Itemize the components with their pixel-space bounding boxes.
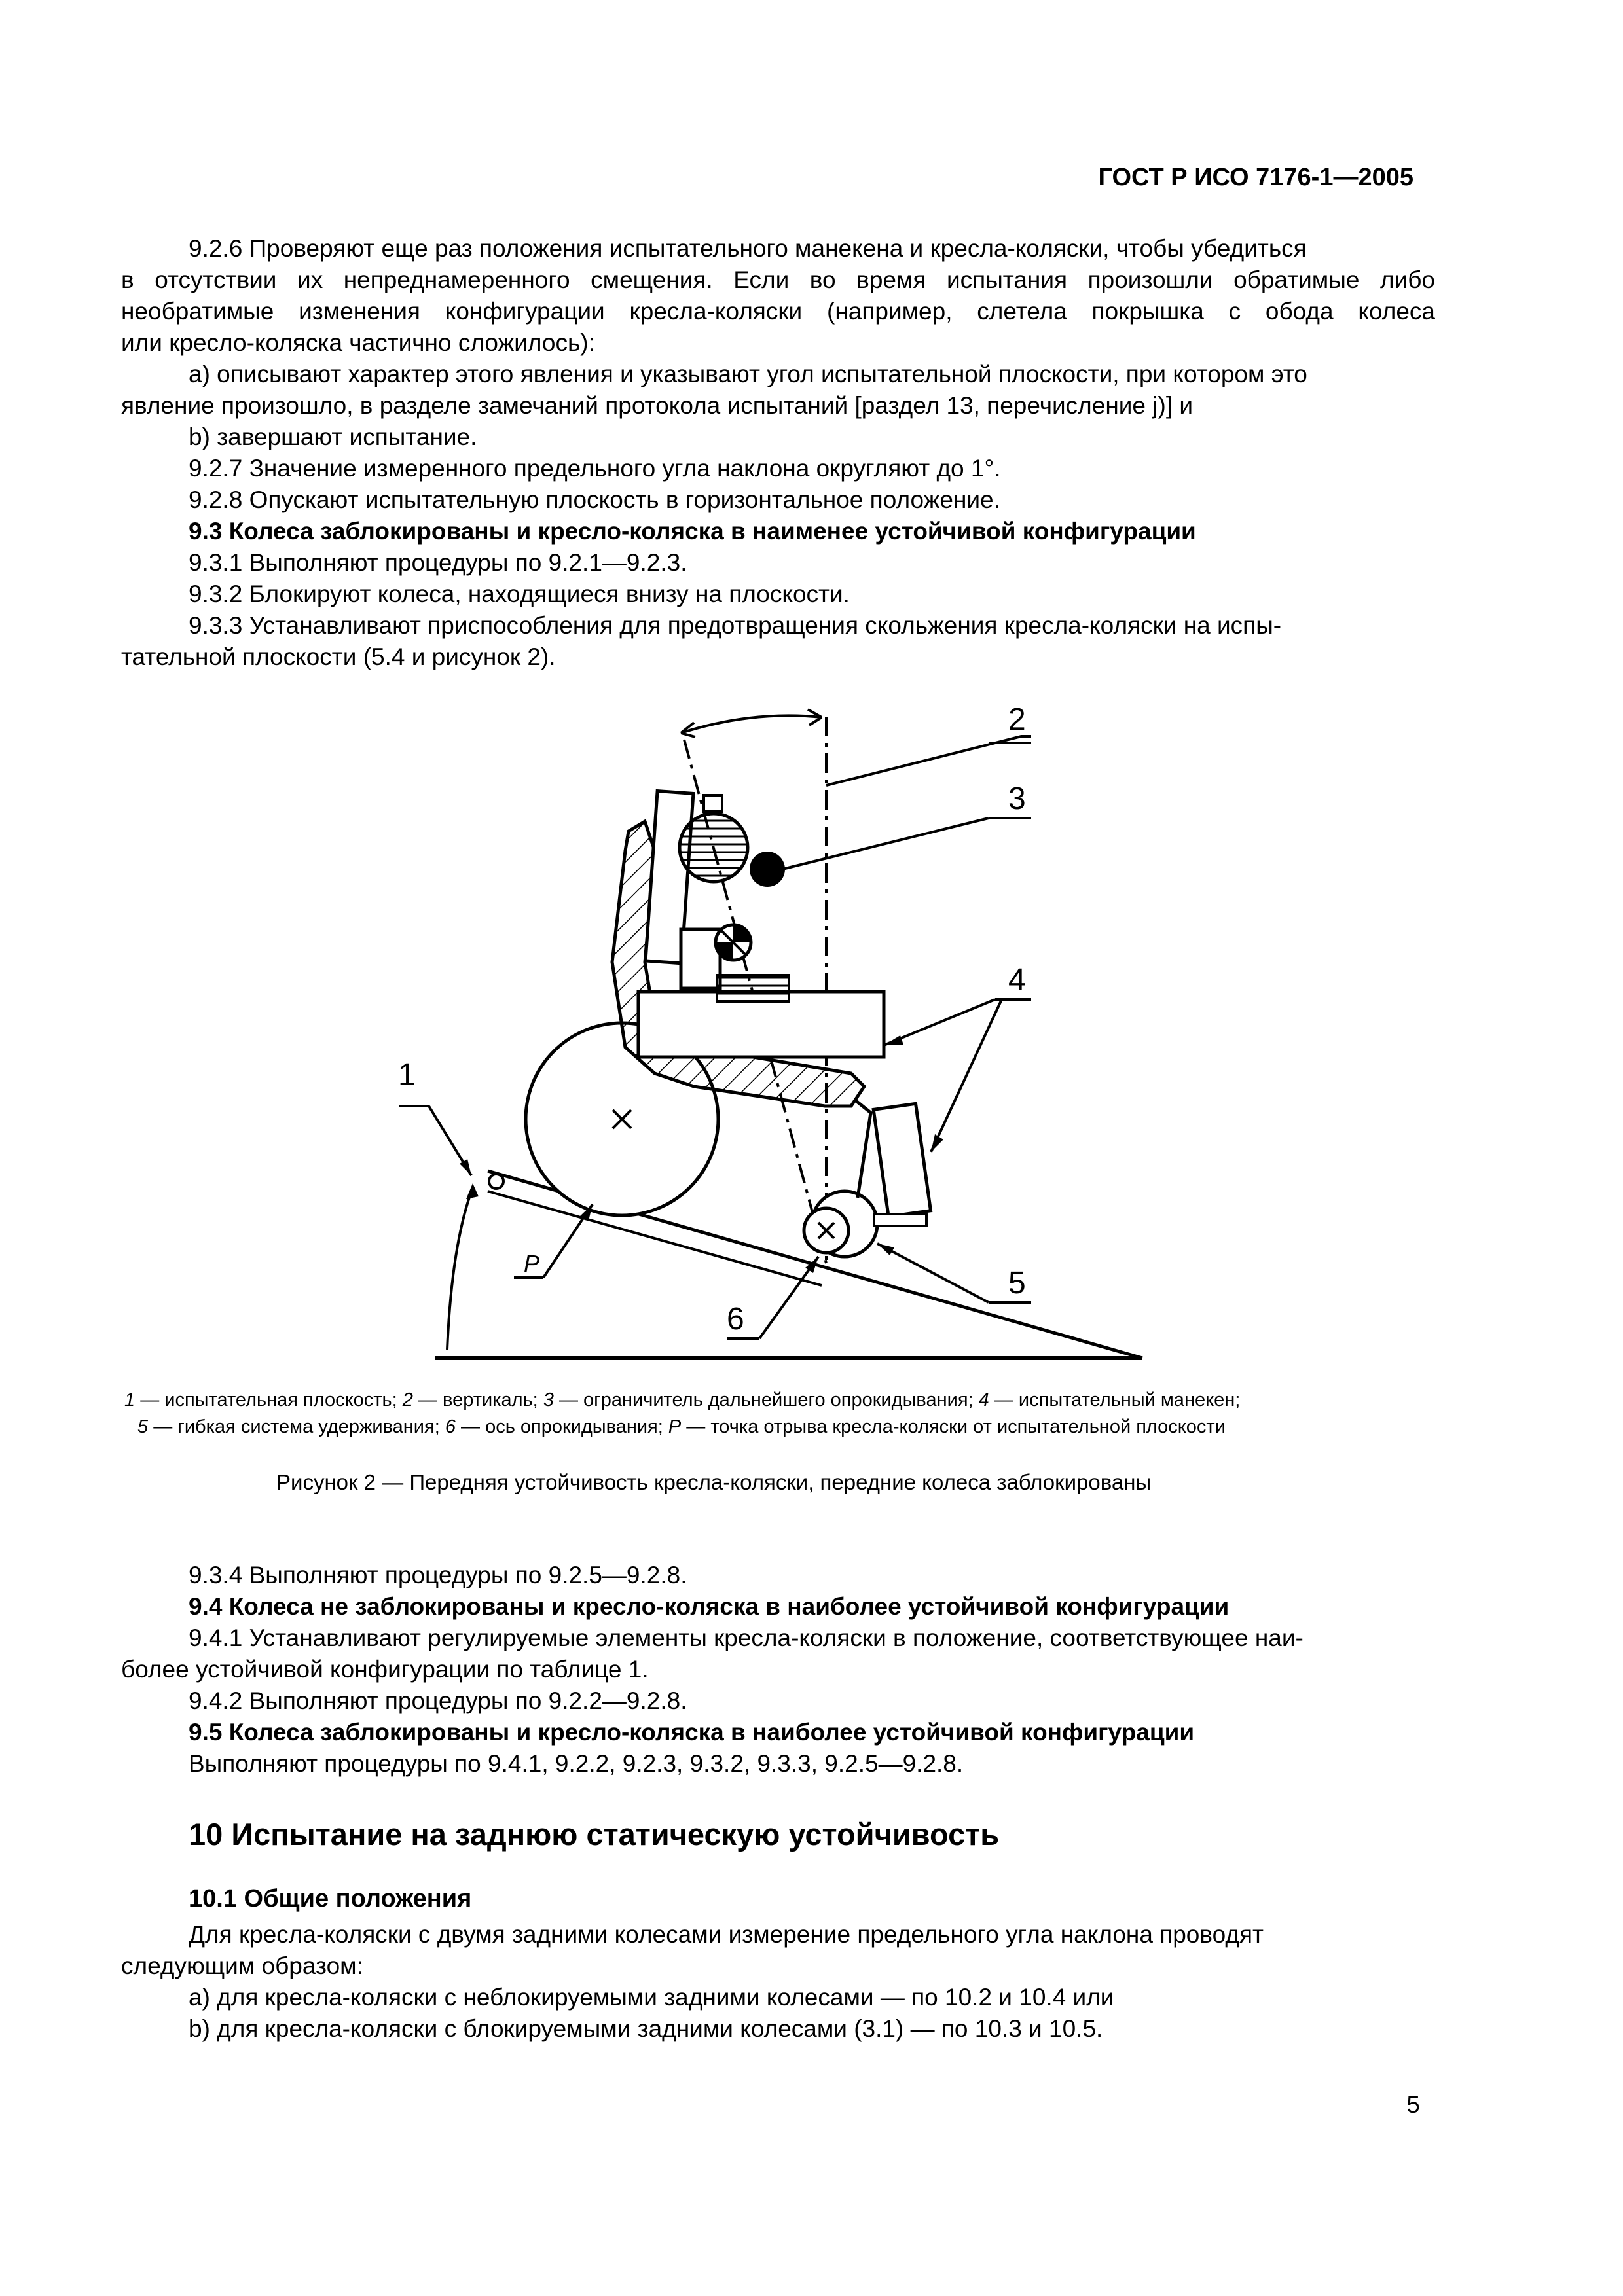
label-1: 1 — [398, 1058, 416, 1092]
document-id: ГОСТ Р ИСО 7176-1—2005 — [1098, 164, 1413, 191]
para-10-1-line2: следующим образом: — [121, 1952, 363, 1979]
label-5: 5 — [1008, 1266, 1026, 1300]
para-9-2-6-b: b) завершают испытание. — [189, 423, 477, 450]
label-2: 2 — [1008, 702, 1026, 737]
para-9-3-3-line2: тательной плоскости (5.4 и рисунок 2). — [121, 643, 556, 670]
para-9-2-6-a-line2: явление произошло, в разделе замечаний протокола испытаний [раздел 13, перечисление j)] и — [121, 392, 1194, 419]
para-9-2-6-line3: необратимые изменения конфигурации кресла-коляски (например, слетела покрышка с обода колеса — [121, 298, 1435, 325]
para-10-1-line1: Для кресла-коляски с двумя задними колесами измерение предельного угла наклона проводят — [189, 1921, 1264, 1948]
manikin-head — [680, 814, 748, 882]
manikin-lower-leg — [873, 1103, 930, 1216]
label-p: P — [524, 1250, 540, 1277]
plane-hinge — [489, 1174, 503, 1189]
figure-legend-line1: 1 — испытательная плоскость; 2 — вертикаль; 3 — ограничитель дальнейшего опрокидывания; 4 — испытательный манекен; — [124, 1390, 1241, 1410]
para-9-4-1-line1: 9.4.1 Устанавливают регулируемые элементы кресла-коляски в положение, соответствующее наи- — [189, 1624, 1304, 1651]
tilt-angle-arc — [447, 1188, 473, 1350]
para-9-3-1: 9.3.1 Выполняют процедуры по 9.2.1—9.2.3. — [189, 549, 687, 576]
tip-limiter — [750, 852, 785, 887]
para-9-2-6-line4: или кресло-коляска частично сложилось): — [121, 329, 595, 356]
para-10-1-a: а) для кресла-коляски с неблокируемыми задними колесами — по 10.2 и 10.4 или — [189, 1984, 1114, 2011]
para-9-4-2: 9.4.2 Выполняют процедуры по 9.2.2—9.2.8. — [189, 1687, 687, 1714]
label-3: 3 — [1008, 781, 1026, 816]
para-9-3-2: 9.3.2 Блокируют колеса, находящиеся внизу на плоскости. — [189, 581, 850, 607]
heading-10-1: 10.1 Общие положения — [189, 1885, 472, 1912]
figure-legend-line2: 5 — гибкая система удерживания; 6 — ось опрокидывания; P — точка отрыва кресла-коляски от испытательной плоскости — [137, 1416, 1226, 1437]
heading-9-4: 9.4 Колеса не заблокированы и кресло-коляска в наиболее устойчивой конфигурации — [189, 1593, 1230, 1620]
para-9-2-6-line1: 9.2.6 Проверяют еще раз положения испытательного манекена и кресла-коляски, чтобы убедиться — [189, 235, 1307, 262]
page-number: 5 — [1406, 2091, 1420, 2118]
para-9-5: Выполняют процедуры по 9.4.1, 9.2.2, 9.2.3, 9.3.2, 9.3.3, 9.2.5—9.2.8. — [189, 1750, 964, 1777]
figure-title: Рисунок 2 — Передняя устойчивость кресла-коляски, передние колеса заблокированы — [276, 1470, 1152, 1494]
label-4: 4 — [1008, 963, 1026, 997]
para-9-4-1-line2: более устойчивой конфигурации по таблице 1. — [121, 1656, 649, 1683]
para-9-3-3-line1: 9.3.3 Устанавливают приспособления для предотвращения скольжения кресла-коляски на испы- — [189, 612, 1282, 639]
para-9-2-6-a-line1: а) описывают характер этого явления и указывают угол испытательной плоскости, при котором это — [189, 361, 1307, 387]
heading-9-5: 9.5 Колеса заблокированы и кресло-коляска в наиболее устойчивой конфигурации — [189, 1719, 1195, 1746]
section-10-heading: 10 Испытание на заднюю статическую устойчивость — [189, 1817, 1000, 1852]
label-6: 6 — [727, 1302, 744, 1336]
vertical-angle-arc — [681, 715, 822, 733]
para-9-2-8: 9.2.8 Опускают испытательную плоскость в горизонтальное положение. — [189, 486, 1000, 513]
para-9-2-7: 9.2.7 Значение измеренного предельного угла наклона округляют до 1°. — [189, 455, 1001, 482]
para-9-2-6-line2: в отсутствии их непреднамеренного смещения. Если во время испытания произошли обратимые либо — [121, 266, 1435, 293]
para-10-1-b: b) для кресла-коляски с блокируемыми задними колесами (3.1) — по 10.3 и 10.5. — [189, 2015, 1103, 2042]
para-9-3-4: 9.3.4 Выполняют процедуры по 9.2.5—9.2.8. — [189, 1562, 687, 1588]
heading-9-3: 9.3 Колеса заблокированы и кресло-коляска в наименее устойчивой конфигурации — [189, 518, 1196, 545]
